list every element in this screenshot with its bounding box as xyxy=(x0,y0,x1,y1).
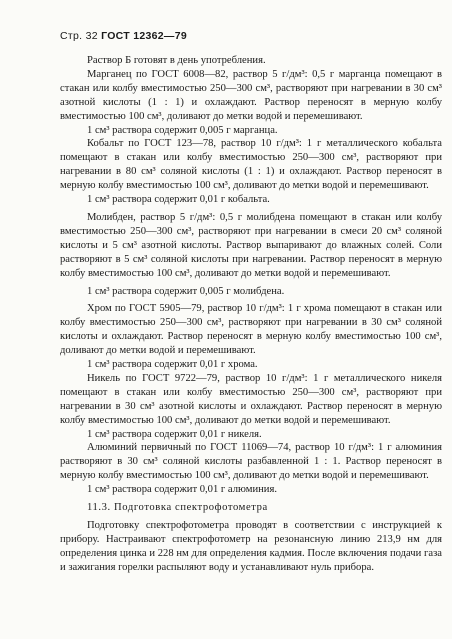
paragraph: 1 см³ раствора содержит 0,01 г никеля. xyxy=(87,428,262,440)
paragraph: 1 см³ раствора содержит 0,01 г кобальта. xyxy=(87,194,270,206)
paragraph: Алюминий первичный по ГОСТ 11069—74, раствор 10 г/дм³: 1 г алюминия растворяют в 30 см³ соляной кислоты разбавленной 1 : 1. Раствор переносят в мерную колбу вместимостью 100 см³, доливают до метки водой и перемешивают. xyxy=(60,442,442,482)
paragraph: Никель по ГОСТ 9722—79, раствор 10 г/дм³: 1 г металлического никеля помещают в стакан или колбу вместимостью 250—300 см³, растворяют при нагревании в 30 см³ азотной кислоты и охлаждают. Раствор переносят в мерную колбу вместимостью 100 см³, доливают до метки водой и перемешивают. xyxy=(60,372,442,426)
body-text xyxy=(60,54,442,575)
paragraph: Хром по ГОСТ 5905—79, раствор 10 г/дм³: 1 г хрома помещают в стакан или колбу вместимостью 250—300 см³, растворяют при нагревании в 30 см³ соляной кислоты и охлаждают. Раствор переносят в мерную колбу вместимостью 100 см³, доливают до метки водой и перемешивают. xyxy=(60,303,442,357)
standard-number: ГОСТ 12362—79 xyxy=(101,30,187,42)
paragraph: Молибден, раствор 5 г/дм³: 0,5 г молибдена помещают в стакан или колбу вместимостью 250—300 см³, растворяют при нагревании в смеси 20 см³ соляной кислоты и 5 см³ азотной кислоты. Раствор выпаривают до влажных солей. Соли растворяют в 5 см³ соляной кислоты при нагревании. Раствор переносят в мерную колбу вместимостью 100 см³, доливают до метки водой и перемешивают. xyxy=(60,211,442,279)
paragraph: 1 см³ раствора содержит 0,005 г молибдена. xyxy=(87,285,285,297)
section-heading: 11.3. Подготовка спектрофотометра xyxy=(87,502,268,514)
paragraph: Раствор Б готовят в день употребления. xyxy=(87,55,266,66)
page-header xyxy=(60,30,187,42)
paragraph: 1 см³ раствора содержит 0,01 г алюминия. xyxy=(87,484,277,496)
paragraph: Подготовку спектрофотометра проводят в соответствии с инструкцией к прибору. Настраивают спектрофотометр на резонансную линию 213,9 нм для определения цинка и 228 нм для определения кадмия. После включения подачи газа и зажигания горелки распыляют воду и устанавливают нуль прибора. xyxy=(60,520,442,573)
paragraph: Кобальт по ГОСТ 123—78, раствор 10 г/дм³: 1 г металлического кобальта помещают в стакан или колбу вместимостью 250—300 см³, растворяют при нагревании в 80 см³ соляной кислоты (1 : 1) и охлаждают. Раствор переносят в мерную колбу вместимостью 100 см³, доливают до метки водой и перемешивают. xyxy=(60,138,442,192)
page-number: Стр. 32 xyxy=(60,30,98,42)
paragraph: 1 см³ раствора содержит 0,005 г марганца. xyxy=(87,124,278,136)
paragraph: 1 см³ раствора содержит 0,01 г хрома. xyxy=(87,359,258,371)
paragraph: Марганец по ГОСТ 6008—82, раствор 5 г/дм³: 0,5 г марганца помещают в стакан или колбу вместимостью 250—300 см³, растворяют при нагревании в 30 см³ азотной кислоты (1 : 1) и охлаждают. Раствор переносят в мерную колбу вместимостью 100 см³, доливают до метки водой и перемешивают. xyxy=(60,68,442,122)
